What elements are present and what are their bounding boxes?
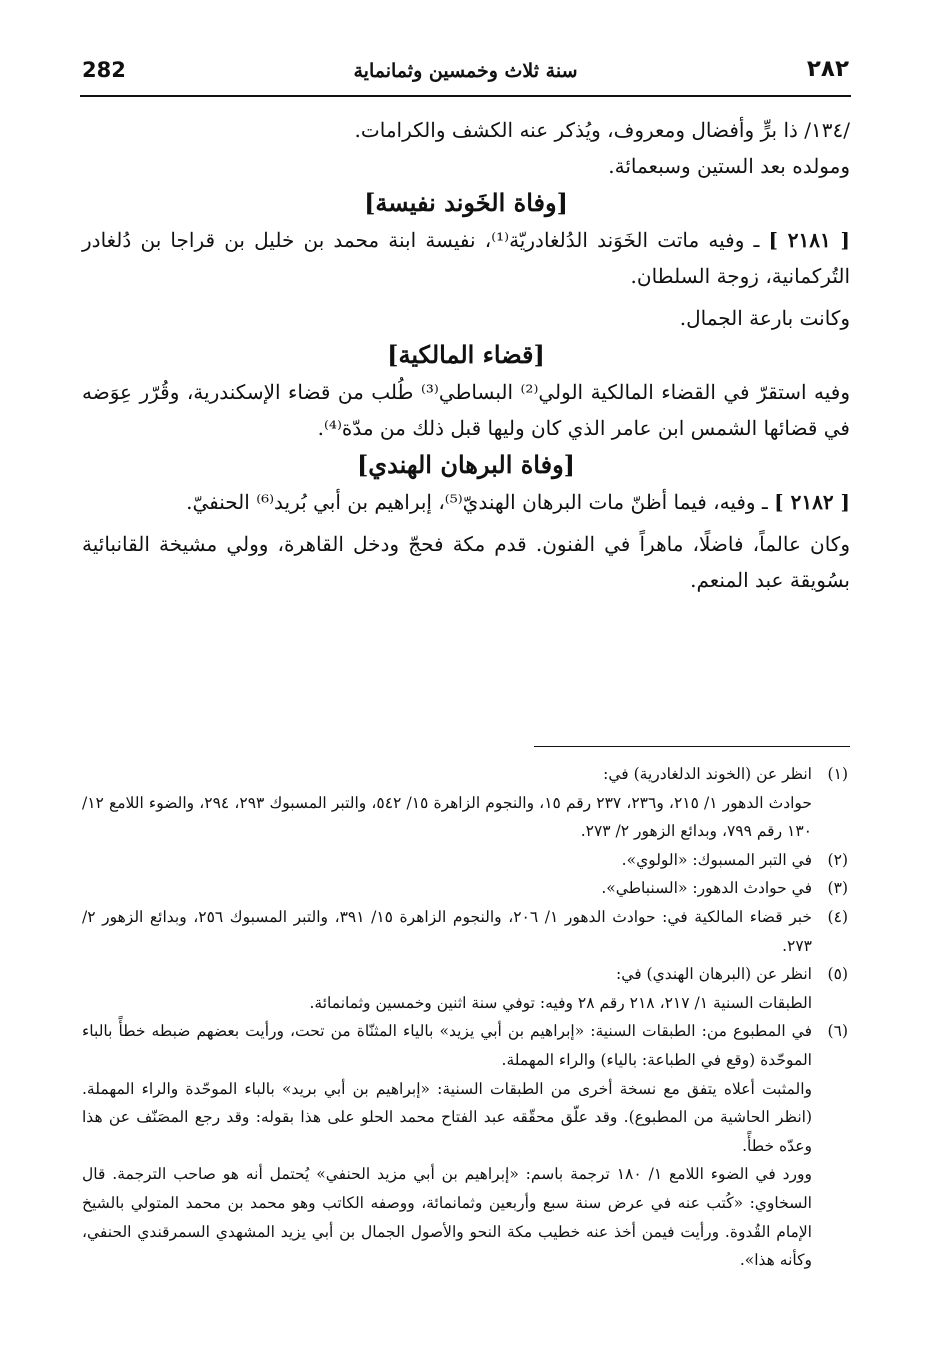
footnote (82, 960, 848, 1017)
footnote (82, 760, 848, 846)
footnote-text: في المطبوع من: الطبقات السنية: «إبراهيم بن أبي يزيد» بالياء المثنّاة من تحت، ورأيت بعضهم ضبطه خطأً بالباء الموحّدة (وقع في الطباعة: بالياء) والراء المهملة. (82, 1022, 812, 1069)
footnote-text: انظر عن (الخوند الدلغادرية) في: (603, 765, 812, 783)
section-heading: [وفاة البرهان الهندي] (356, 450, 576, 479)
footnote-text: الطبقات السنية ١/ ٢١٧، ٢١٨ رقم ٢٨ وفيه: توفي سنة اثنين وخمسين وثمانمائة. (309, 993, 812, 1012)
page-header (80, 56, 851, 92)
footnote-number: (١) (827, 765, 848, 783)
footnote (82, 846, 848, 875)
footnote-number: (٣) (827, 879, 848, 898)
footnote-number: (٢) (827, 850, 848, 869)
footnote-number: (٥) (827, 965, 848, 984)
entry-number: [ ٢١٨٢ ] (774, 490, 850, 514)
footnotes (82, 760, 848, 1275)
page-number-arabic: ٢٨٢ (806, 56, 849, 82)
footnote-text: وورد في الضوء اللامع ١/ ١٨٠ ترجمة باسم: «إبراهيم بن أبي مزيد الحنفي» يُحتمل أنه هو صاحب الترجمة. قال السخاوي: «كُتب عنه في عرض سنة سبع وأربعين وثمانمائة، ووصفه الكاتب وهو محمد بن محمد المتولي بالشيخ الإمام القُدوة. ورأيت فيمن أخذ عنه خطيب مكة النحو والأصول الجمال بن أبي يزيد المشهدي السمرقندي الحنفي، وكأنه هذا». (82, 1165, 812, 1270)
footnote-number: (٦) (827, 1022, 848, 1041)
main-text (82, 112, 850, 598)
footnote-number: (٤) (827, 907, 848, 926)
paragraph: وكان عالماً، فاضلًا، ماهراً في الفنون. قدم مكة فحجّ ودخل القاهرة، وولي مشيخة القانبائية بسُويقة عبد المنعم. (82, 532, 850, 592)
footnote-text: في حوادث الدهور: «السنباطي». (601, 879, 812, 898)
page-number-latin: 282 (82, 58, 126, 82)
footnote (82, 903, 848, 960)
section-heading: [وفاة الخَوند نفيسة] (364, 188, 568, 217)
footnote-rule (534, 746, 850, 747)
paragraph: وكانت بارعة الجمال. (679, 306, 850, 330)
entry-number: [ ٢١٨١ ] (768, 228, 850, 252)
footnote-text: في التبر المسبوك: «الولوي». (621, 850, 812, 869)
entry-paragraph (82, 222, 850, 294)
footnote-text: انظر عن (البرهان الهندي) في: (616, 965, 812, 984)
footnote (82, 1017, 848, 1274)
paragraph: ومولده بعد الستين وسبعمائة. (608, 154, 850, 178)
paragraph: وفيه استقرّ في القضاء المالكية الولي⁽²⁾ البساطي⁽³⁾ طُلب من قضاء الإسكندرية، وقُرّر عِوَضه في قضائها الشمس ابن عامر الذي كان وليها قبل ذلك من مدّة⁽⁴⁾. (82, 380, 851, 440)
entry-text: ـ وفيه، فيما أظنّ مات البرهان الهنديّ⁽⁵⁾، إبراهيم بن أبي بُريد⁽⁶⁾ الحنفيّ. (186, 490, 775, 514)
footnote-text: والمثبت أعلاه يتفق مع نسخة أخرى من الطبقات السنية: «إبراهيم بن أبي بريد» بالباء الموحّدة والراء المهملة. (انظر الحاشية من المطبوع). وقد علّق محقّقه عبد الفتاح محمد الحلو على هذا بقوله: وقد رجع المصَنّف عن هذا وعدّه خطأً. (82, 1079, 812, 1155)
running-title: سنة ثلاث وخمسين وثمانماية (353, 60, 578, 82)
header-rule (80, 95, 851, 97)
paragraph: /١٣٤/ ذا برٍّ وأفضال ومعروف، ويُذكر عنه الكشف والكرامات. (354, 118, 850, 142)
footnote-text: خبر قضاء المالكية في: حوادث الدهور ١/ ٢٠٦، والنجوم الزاهرة ١٥/ ٣٩١، والتبر المسبوك ٢٥٦، وبدائع الزهور ٢/ ٢٧٣. (82, 907, 813, 955)
section-heading: [قضاء المالكية] (387, 340, 545, 369)
entry-text: ـ وفيه ماتت الخَوَند الدُلغادريّة⁽¹⁾، نفيسة ابنة محمد بن خليل بن قراجا بن دُلغادر التُركمانية، زوجة السلطان. (82, 228, 850, 288)
footnote-text: حوادث الدهور ١/ ٢١٥، و٢٣٦، ٢٣٧ رقم ١٥، والنجوم الزاهرة ١٥/ ٥٤٢، والتبر المسبوك ٢٩٣، ٢٩٤، والضوء اللامع ١٢/ ١٣٠ رقم ٧٩٩، وبدائع الزهور ٢/ ٢٧٣. (82, 793, 812, 841)
entry-paragraph (82, 484, 850, 520)
footnote (82, 874, 848, 903)
